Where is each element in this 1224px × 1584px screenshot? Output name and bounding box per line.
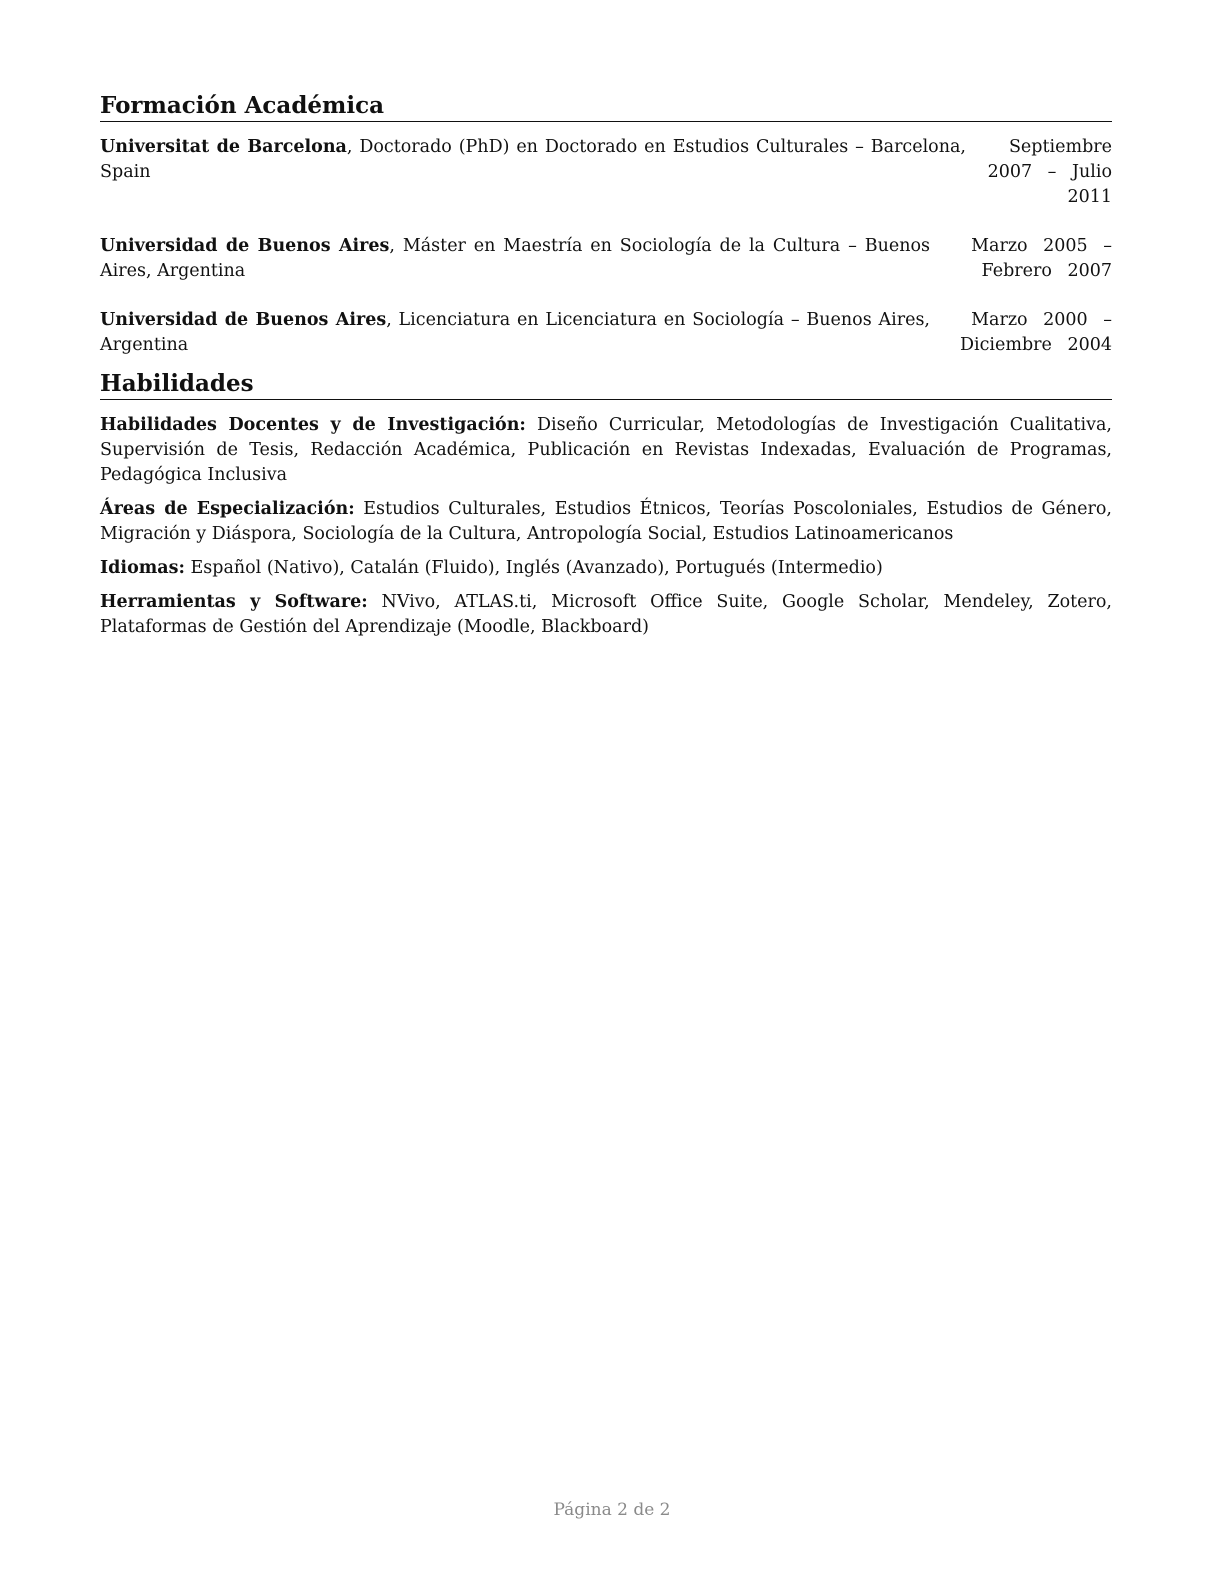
institution-name: Universitat de Barcelona bbox=[100, 137, 347, 157]
education-entry bbox=[100, 308, 1112, 358]
skill-text: Estudios Culturales, Estudios Étnicos, Teorías Poscoloniales, Estudios de Género, Migración y Diáspora, Sociología de la Cultura, Antropología Social, Estudios Latinoamericanos bbox=[100, 499, 1112, 544]
page-number: Página 2 de 2 bbox=[553, 1500, 671, 1520]
education-entry bbox=[100, 135, 1112, 210]
skill-entry bbox=[100, 497, 1112, 547]
skill-entry bbox=[100, 413, 1112, 488]
education-heading: Formación Académica bbox=[100, 92, 1112, 122]
skills-section bbox=[100, 370, 1112, 640]
skills-list bbox=[100, 413, 1112, 640]
education-section bbox=[100, 92, 1112, 358]
degree-details: , Máster en Maestría en Sociología de la Cultura – Buenos Aires, Argentina bbox=[100, 236, 930, 281]
education-dates: Septiembre 2007 – Julio 2011 bbox=[987, 137, 1112, 207]
skills-heading: Habilidades bbox=[100, 370, 1112, 400]
skill-text: Español (Nativo), Catalán (Fluido), Inglés (Avanzado), Portugués (Intermedio) bbox=[184, 558, 883, 578]
education-dates: Marzo 2000 – Diciembre 2004 bbox=[960, 310, 1112, 355]
education-dates: Marzo 2005 – Febrero 2007 bbox=[971, 236, 1112, 281]
skill-entry bbox=[100, 556, 1112, 581]
skill-entry bbox=[100, 590, 1112, 640]
document-page bbox=[100, 92, 1112, 649]
degree-details: , Licenciatura en Licenciatura en Sociología – Buenos Aires, Argentina bbox=[100, 310, 930, 355]
skill-label: Idiomas: bbox=[100, 558, 185, 578]
skill-label: Habilidades Docentes y de Investigación: bbox=[100, 415, 526, 435]
education-description bbox=[100, 234, 930, 284]
skill-text: Diseño Curricular, Metodologías de Investigación Cualitativa, Supervisión de Tesis, Redacción Académica, Publicación en Revistas Indexadas, Evaluación de Programas, Pedagógica Inclusiva bbox=[100, 415, 1112, 485]
institution-name: Universidad de Buenos Aires bbox=[100, 310, 387, 330]
degree-details: , Doctorado (PhD) en Doctorado en Estudios Culturales – Barcelona, Spain bbox=[100, 137, 966, 182]
education-description bbox=[100, 308, 930, 358]
education-description bbox=[100, 135, 966, 185]
skill-label: Herramientas y Software: bbox=[100, 592, 368, 612]
education-list bbox=[100, 135, 1112, 358]
skill-label: Áreas de Especialización: bbox=[100, 499, 355, 519]
institution-name: Universidad de Buenos Aires bbox=[100, 236, 390, 256]
education-entry bbox=[100, 234, 1112, 284]
skill-text: NVivo, ATLAS.ti, Microsoft Office Suite, Google Scholar, Mendeley, Zotero, Plataformas de Gestión del Aprendizaje (Moodle, Blackboard) bbox=[100, 592, 1112, 637]
